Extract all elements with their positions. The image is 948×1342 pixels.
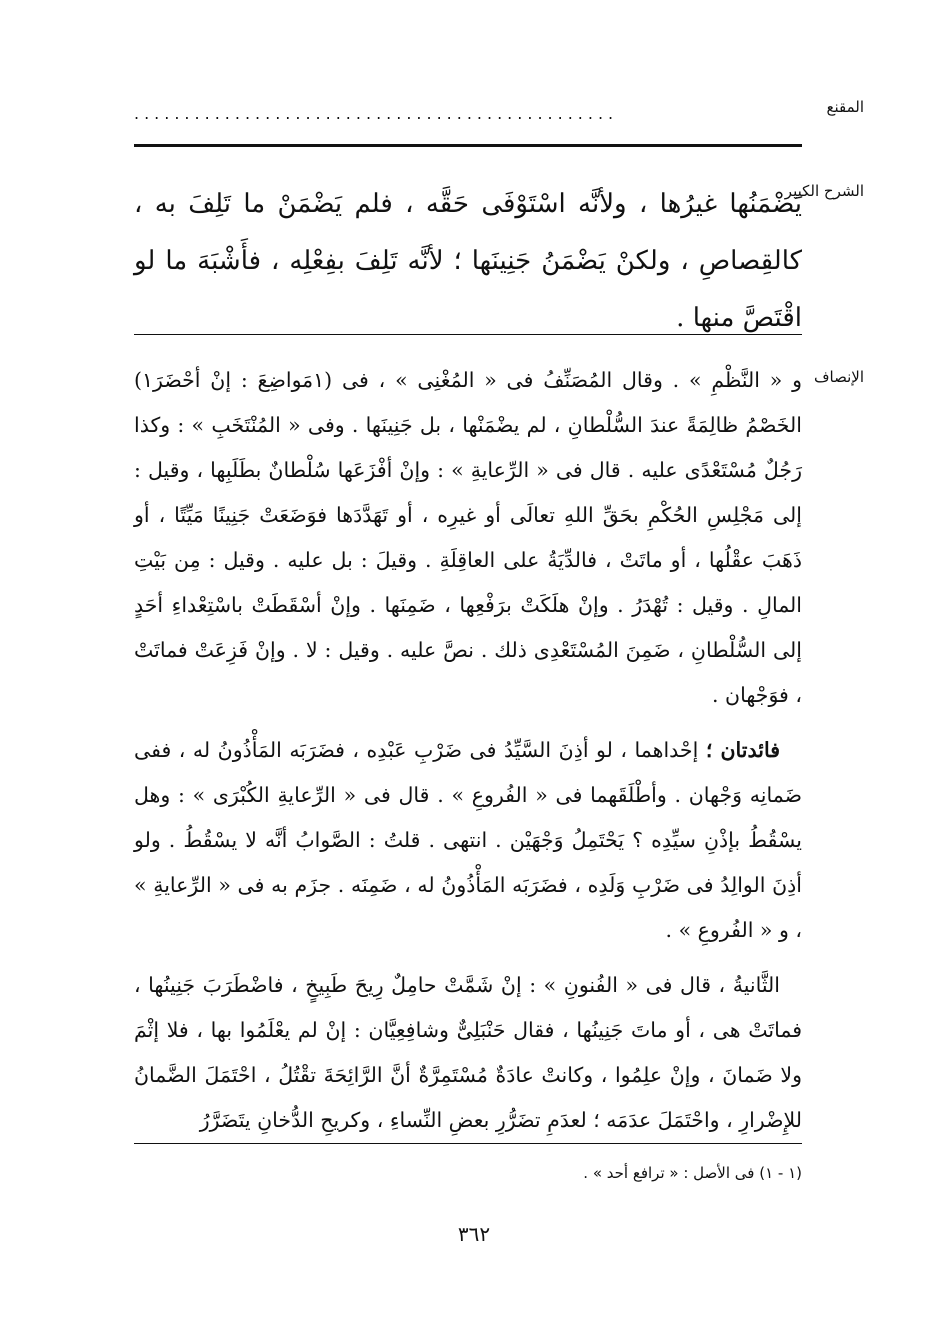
insaf-label: الإنصاف <box>813 368 864 386</box>
footnote: (١ - ١) فى الأصل : « ترافع أحد » . <box>583 1164 802 1182</box>
insaf-text-block <box>134 358 802 1143</box>
fawaid-text: إحْداهما ، لو أذِنَ السَّيِّدُ فى ضَرْبِ عَبْدِه ، فضَرَبَه المَأْذُونُ له ، ففى ضَمانِه وَجْهان . وأطْلَقَهما فى « الفُروعِ » . قال فى « الرِّعايةِ الكُبْرَى » : وهل يسْقُطُ بإذْنِ سيِّدِه ؟ يَحْتَمِلُ وَجْهَيْن . انتهى . قلتُ : الصَّوابُ أنَّه لا يسْقُطُ . ولو أذِنَ الوالِدُ فى ضَرْبِ وَلَدِه ، فضَرَبَه المَأْذُونُ له ، ضَمِنَه . جزَم به فى « الرِّعايةِ » ، و « الفُروعِ » . <box>134 738 802 942</box>
sharh-label: الشرح الكبير <box>784 182 864 200</box>
sharh-paragraph: يَضْمَنُها غيرُها ، ولأنَّه اسْتَوْفَى حَقَّه ، فلم يَضْمَنْ ما تَلِفَ به ، كالقِصاصِ ، ولكنْ يَضْمَنُ جَنِينَها ؛ لأنَّه تَلِفَ بفِعْلِه ، فأَشْبَهَ ما لو اقْتَصَّ منها . <box>134 189 802 333</box>
sharh-text-block <box>134 176 802 347</box>
insaf-paragraph-3: الثَّانيةُ ، قال فى « الفُنونِ » : إنْ شَمَّتْ حامِلٌ رِيحَ طَبِيخٍ ، فاضْطَرَبَ جَنِينُها ، فماتَتْ هى ، أو ماتَ جَنِينُها ، فقال حَنْبَلِىٌّ وشافِعِيَّان : إنْ لم يعْلَمُوا بها ، فلا إثْمَ ولا ضَمانَ ، وإنْ علِمُوا ، وكانتْ عادَةٌ مُسْتَمِرَّةٌ أنَّ الرَّائِحَةَ تقْتُلُ ، احْتَمَلَ الضَّمانُ للإِضْرارِ ، واحْتَمَلَ عدَمَه ؛ لعدَمِ تضَرُّرِ بعضِ النِّساءِ ، وكريحِ الدُّخانِ يتَضَرَّرُ <box>134 973 802 1132</box>
running-head: المقنع <box>826 98 864 116</box>
header-rule <box>134 144 802 147</box>
insaf-paragraph-1: و « النَّظْمِ » . وقال المُصَنِّفُ فى « المُغْنِى » ، فى (١مَواضِعَ : إنْ أحْضَرَ١) الخَصْمُ ظالِمَةً عندَ السُّلْطانِ ، لم يضْمَنْها ، بل جَنِينَها . وفى « المُنْتَخَبِ » : وكذا رَجُلٌ مُسْتَعْدًى عليه . قال فى « الرِّعايةِ » : وإنْ أفْزَعَها سُلْطانٌ بطَلَبِها ، وقيل : إلى مَجْلِسِ الحُكْمِ بحَقِّ اللهِ تعالَى أو غيرِه ، أو تَهَدَّدَها فوَضَعَتْ جَنِينًا مَيِّتًا ، أو ذَهَبَ عقْلُها ، أو ماتَتْ ، فالدِّيَةُ على العاقِلَةِ . وقيلَ : بل عليه . وقيل : مِن بَيْتِ المالِ . وقيل : تُهْدَرُ . وإنْ هلَكَتْ برَفْعِها ، ضَمِنَها . وإنْ أسْقَطَتْ باسْتِعْداءِ أحَدٍ إلى السُّلْطانِ ، ضَمِنَ المُسْتَعْدِى ذلك . نصَّ عليه . وقيل : لا . وإنْ فَزِعَتْ فماتَتْ ، فوَجْهان . <box>134 368 802 707</box>
insaf-paragraph-2 <box>134 728 802 953</box>
section-divider <box>134 334 802 335</box>
page-number: ٣٦٢ <box>457 1222 491 1246</box>
dot-leader: ................................................ <box>134 104 619 123</box>
footnote-rule <box>134 1143 802 1144</box>
fawaid-heading: فائدتان ؛ <box>705 738 780 762</box>
